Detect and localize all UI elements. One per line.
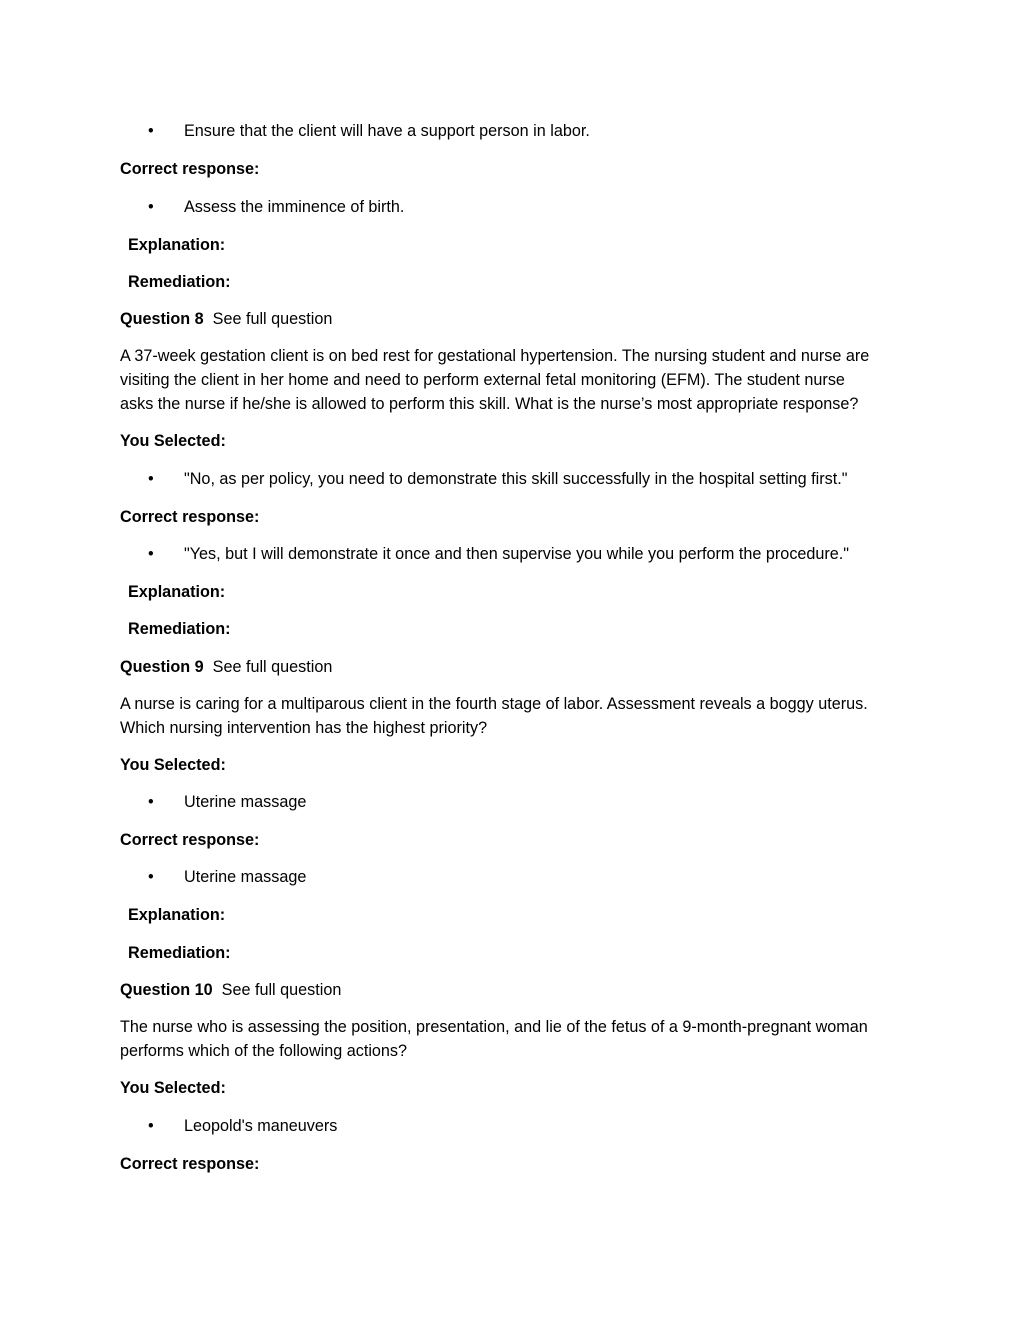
- you-selected-label: You Selected:: [120, 432, 226, 450]
- question-line: visiting the client in her home and need to perform external fetal monitoring (EFM). The student nurse: [120, 371, 845, 389]
- question-header: [120, 655, 332, 679]
- question-line: asks the nurse if he/she is allowed to perform this skill. What is the nurse’s most appropriate response?: [120, 395, 859, 413]
- answer-text: "Yes, but I will demonstrate it once and then supervise you while you perform the procedure.": [184, 545, 850, 563]
- remediation-label: Remediation:: [128, 620, 231, 638]
- question-text: [120, 692, 910, 740]
- question-line: The nurse who is assessing the position, presentation, and lie of the fetus of a 9-month-pregnant woman: [120, 1018, 868, 1036]
- bullet: •: [148, 868, 154, 886]
- correct-response-label: Correct response:: [120, 160, 260, 178]
- remediation-label: Remediation:: [128, 273, 231, 291]
- question-line: A nurse is caring for a multiparous client in the fourth stage of labor. Assessment reveals a boggy uterus.: [120, 695, 868, 713]
- bullet: •: [148, 793, 154, 811]
- bullet: •: [148, 1117, 154, 1135]
- question-text: [120, 344, 910, 416]
- answer-text: "No, as per policy, you need to demonstrate this skill successfully in the hospital setting first.": [184, 470, 848, 488]
- answer-text: Ensure that the client will have a support person in labor.: [184, 122, 590, 140]
- question-line: Which nursing intervention has the highest priority?: [120, 719, 488, 737]
- answer-text: Leopold's maneuvers: [184, 1117, 338, 1135]
- question-number: Question 9: [120, 658, 204, 676]
- correct-response-label: Correct response:: [120, 1155, 260, 1173]
- question-number: Question 10: [120, 981, 213, 999]
- correct-response-label: Correct response:: [120, 831, 260, 849]
- bullet: •: [148, 545, 154, 563]
- explanation-label: Explanation:: [128, 583, 226, 601]
- you-selected-label: You Selected:: [120, 1079, 226, 1097]
- question-header: [120, 307, 332, 331]
- bullet: •: [148, 198, 154, 216]
- bullet: •: [148, 122, 154, 140]
- explanation-label: Explanation:: [128, 906, 226, 924]
- you-selected-label: You Selected:: [120, 756, 226, 774]
- question-text: [120, 1015, 910, 1063]
- answer-text: Uterine massage: [184, 793, 307, 811]
- bullet: •: [148, 470, 154, 488]
- see-full-question-link[interactable]: See full question: [212, 658, 333, 676]
- see-full-question-link[interactable]: See full question: [212, 310, 333, 328]
- remediation-label: Remediation:: [128, 944, 231, 962]
- question-header: [120, 978, 341, 1002]
- correct-response-label: Correct response:: [120, 508, 260, 526]
- question-number: Question 8: [120, 310, 204, 328]
- question-line: performs which of the following actions?: [120, 1042, 408, 1060]
- explanation-label: Explanation:: [128, 236, 226, 254]
- answer-text: Assess the imminence of birth.: [184, 198, 405, 216]
- see-full-question-link[interactable]: See full question: [221, 981, 342, 999]
- question-line: A 37-week gestation client is on bed rest for gestational hypertension. The nursing student and nurse are: [120, 347, 870, 365]
- answer-text: Uterine massage: [184, 868, 307, 886]
